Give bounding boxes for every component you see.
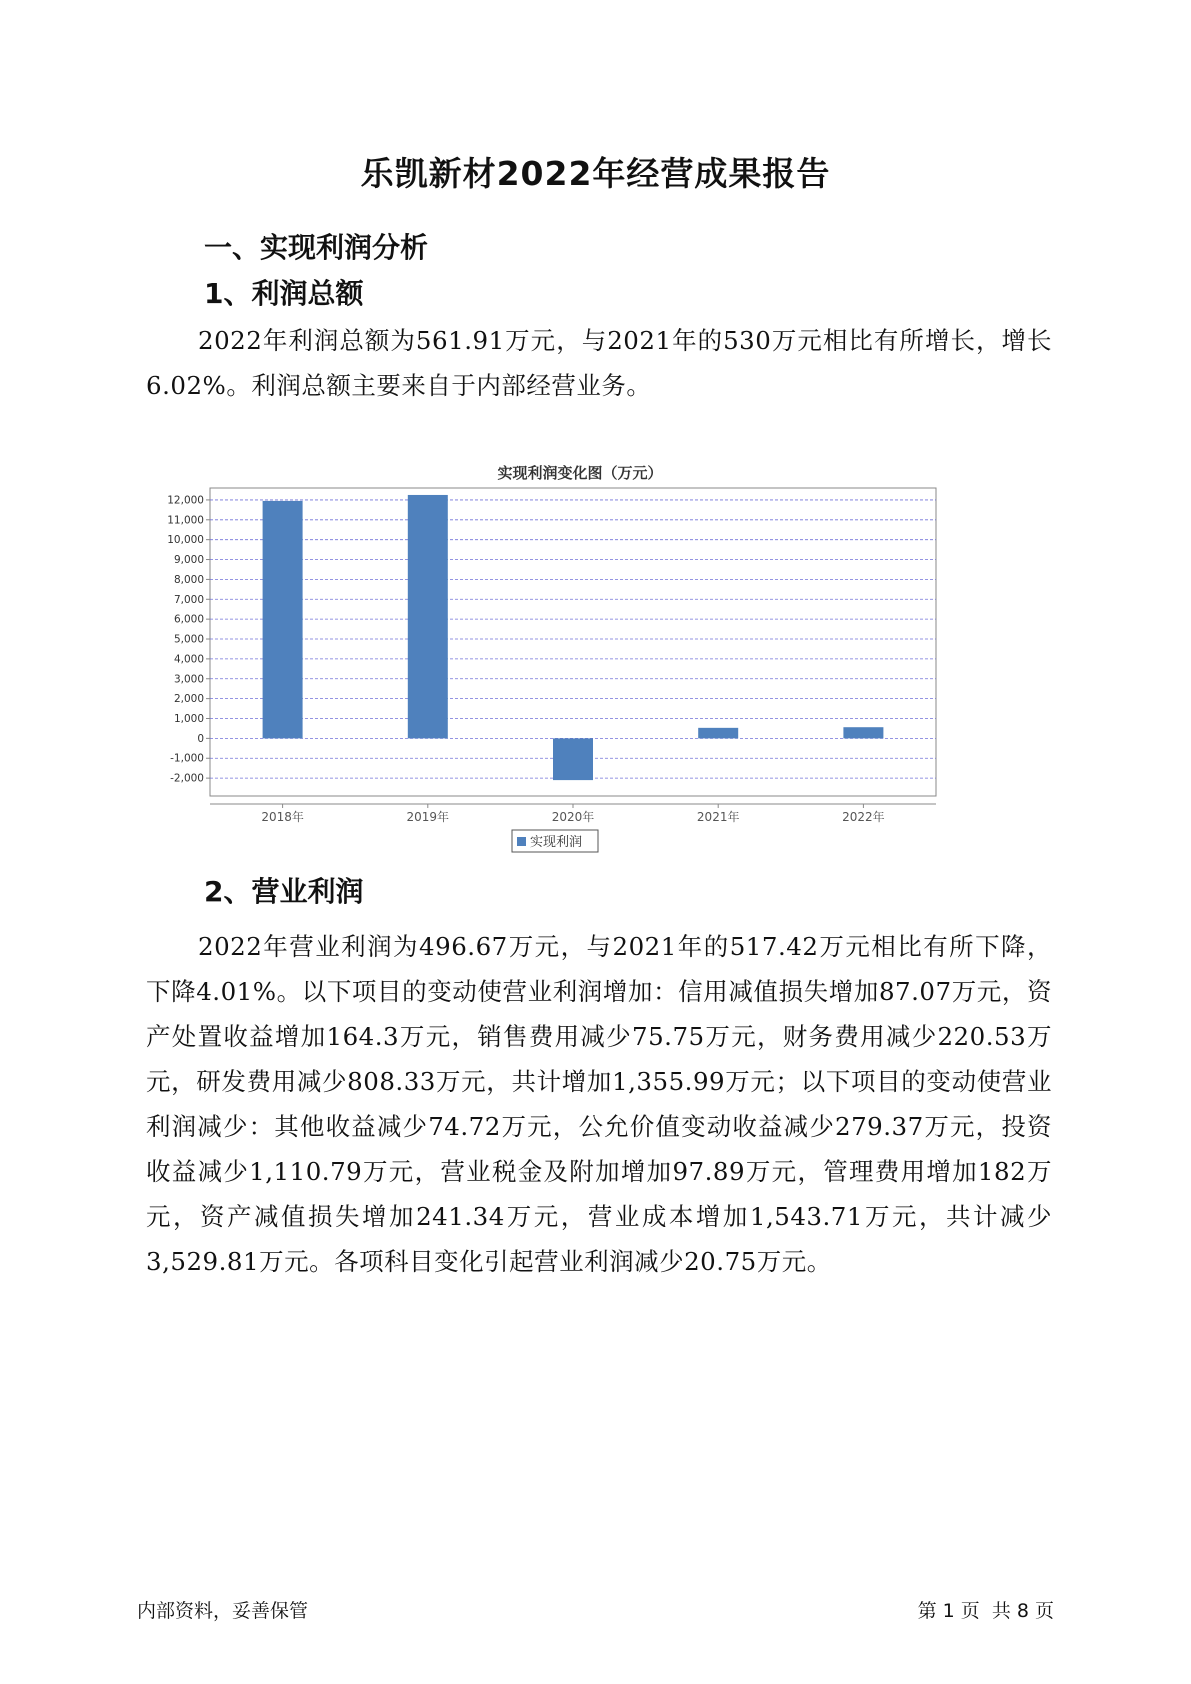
x-tick-label: 2022年: [842, 810, 885, 824]
y-tick-label: 6,000: [173, 613, 204, 626]
y-tick-label: 7,000: [173, 593, 204, 606]
x-tick-label: 2021年: [696, 810, 740, 824]
subheading-total-profit: 1、利润总额: [204, 277, 364, 310]
bar-2022年: [843, 727, 883, 738]
legend-label: 实现利润: [530, 835, 583, 850]
y-tick-label: 2,000: [173, 693, 204, 706]
footer-page-number: 第 1 页 共 8 页: [917, 1600, 1054, 1622]
paragraph-total-profit: 2022年利润总额为561.91万元，与2021年的530万元相比有所增长，增长6.02%。利润总额主要来自于内部经营业务。: [146, 326, 1052, 400]
chart-legend: [512, 830, 598, 852]
y-tick-label: 11,000: [167, 514, 204, 527]
x-tick-label: 2019年: [406, 810, 450, 824]
document-title: 乐凯新材2022年经营成果报告: [360, 154, 831, 193]
legend-swatch: [517, 837, 526, 846]
x-tick-label: 2020年: [551, 810, 595, 824]
bar-2019年: [408, 495, 448, 738]
x-tick-label: 2018年: [261, 810, 304, 824]
y-tick-label: 3,000: [173, 673, 204, 686]
y-tick-label: 4,000: [173, 653, 204, 666]
bar-2020年: [553, 738, 593, 780]
section-heading-profit-analysis: 一、实现利润分析: [204, 231, 429, 264]
y-tick-label: 12,000: [167, 494, 204, 507]
subheading-operating-profit: 2、营业利润: [204, 875, 364, 908]
profit-bar-chart: [160, 456, 1000, 876]
y-tick-label: 1,000: [173, 713, 204, 726]
y-tick-label: -1,000: [170, 752, 204, 765]
y-tick-label: 5,000: [173, 633, 204, 646]
chart-plot-area: [167, 488, 936, 824]
y-tick-label: -2,000: [170, 772, 204, 785]
y-tick-label: 0: [197, 732, 204, 745]
y-tick-label: 9,000: [173, 554, 204, 567]
y-tick-label: 8,000: [173, 573, 204, 586]
paragraph-operating-profit: 2022年营业利润为496.67万元，与2021年的517.42万元相比有所下降，下降4.01%。以下项目的变动使营业利润增加：信用减值损失增加87.07万元，资产处置收益增加164.3万元，销售费用减少75.75万元，财务费用减少220.53万元，研发费用减少808.33万元，共计增加1,355.99万元；以下项目的变动使营业利润减少：其他收益减少74.72万元，公允价值变动收益减少279.37万元，投资收益减少1,110.79万元，营业税金及附加增加97.89万元，管理费用增加182万元，资产减值损失增加241.34万元，营业成本增加1,543.71万元，共计减少3,529.81万元。各项科目变化引起营业利润减少20.75万元。: [146, 932, 1052, 1276]
bar-2018年: [263, 501, 303, 738]
chart-title: 实现利润变化图（万元）: [497, 464, 663, 482]
footer-confidential-note: 内部资料，妥善保管: [137, 1600, 309, 1622]
bar-2021年: [698, 728, 738, 739]
y-tick-label: 10,000: [167, 534, 204, 547]
